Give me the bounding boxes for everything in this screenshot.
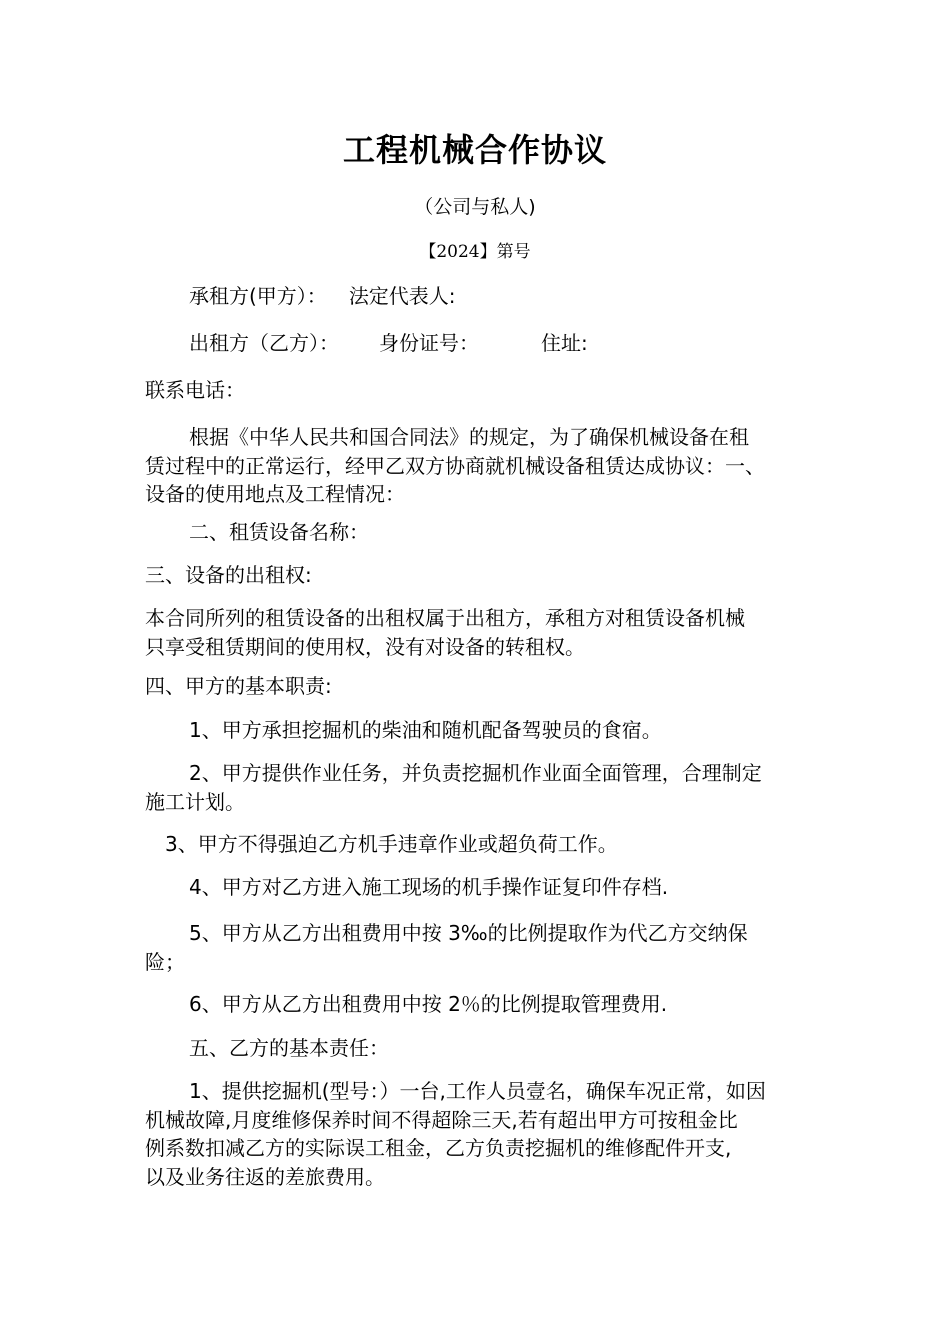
- section-5-item-1-line-4: 以及业务往返的差旅费用。: [145, 1164, 385, 1189]
- lessor-label: 出租方（乙方）：: [189, 331, 339, 355]
- section-4-item-5: [145, 919, 815, 976]
- section-4-item-2-line-2: 施工计划。: [145, 789, 245, 814]
- intro-line-3: 设备的使用地点及工程情况：: [145, 482, 405, 506]
- section-3-line-1: 本合同所列的租赁设备的出租权属于出租方，承租方对租赁设备机械: [145, 606, 745, 630]
- lessee-label: 承租方(甲方）：: [189, 284, 327, 308]
- section-5-item-1-line-3: 例系数扣减乙方的实际误工租金，乙方负责挖掘机的维修配件开支,: [145, 1136, 732, 1160]
- section-3-paragraph: [145, 604, 815, 661]
- section-4-heading: 四、甲方的基本职责:: [145, 674, 332, 698]
- section-5-heading: 五、乙方的基本责任：: [189, 1036, 389, 1060]
- lessee-line: [145, 282, 859, 311]
- lessor-line: [145, 329, 859, 358]
- section-4-item-4: 4、甲方对乙方进入施工现场的机手操作证复印件存档.: [189, 875, 669, 899]
- intro-line-1: 根据《中华人民共和国合同法》的规定，为了确保机械设备在租: [189, 425, 749, 449]
- section-4-item-1: 1、甲方承担挖掘机的柴油和随机配备驾驶员的食宿。: [189, 718, 662, 742]
- section-4-item-2: [145, 759, 815, 816]
- section-4-item-6: 6、甲方从乙方出租费用中按 2％的比例提取管理费用.: [189, 992, 668, 1016]
- document-subtitle: （公司与私人): [414, 196, 536, 218]
- legal-rep-label: 法定代表人:: [348, 284, 456, 308]
- section-3-heading: 三、设备的出租权:: [145, 563, 312, 587]
- section-5-item-1: [145, 1077, 815, 1191]
- intro-paragraph: [145, 423, 815, 509]
- section-2-heading: 二、租赁设备名称：: [189, 520, 369, 544]
- address-label: 住址:: [541, 331, 588, 355]
- section-4-item-3: 3、甲方不得强迫乙方机手违章作业或超负荷工作。: [165, 832, 618, 856]
- section-3-line-2: 只享受租赁期间的使用权，没有对设备的转租权。: [145, 634, 585, 659]
- section-4-item-5-line-1: 5、甲方从乙方出租费用中按 3‰的比例提取作为代乙方交纳保: [189, 921, 748, 945]
- section-5-item-1-line-2: 机械故障,月度维修保养时间不得超除三天,若有超出甲方可按租金比: [145, 1107, 738, 1132]
- section-4-item-5-line-2: 险；: [145, 949, 185, 974]
- intro-line-2: 赁过程中的正常运行，经甲乙双方协商就机械设备租赁达成协议：一、: [145, 453, 765, 478]
- section-4-item-2-line-1: 2、甲方提供作业任务，并负责挖掘机作业面全面管理，合理制定: [189, 761, 762, 785]
- section-5-item-1-line-1: 1、提供挖掘机(型号：）一台,工作人员壹名，确保车况正常，如因: [189, 1079, 766, 1103]
- phone-line: 联系电话：: [145, 378, 245, 402]
- document-number: 【2024】第号: [419, 242, 531, 262]
- id-number-label: 身份证号：: [379, 331, 479, 355]
- document-title: 工程机械合作协议: [342, 131, 607, 169]
